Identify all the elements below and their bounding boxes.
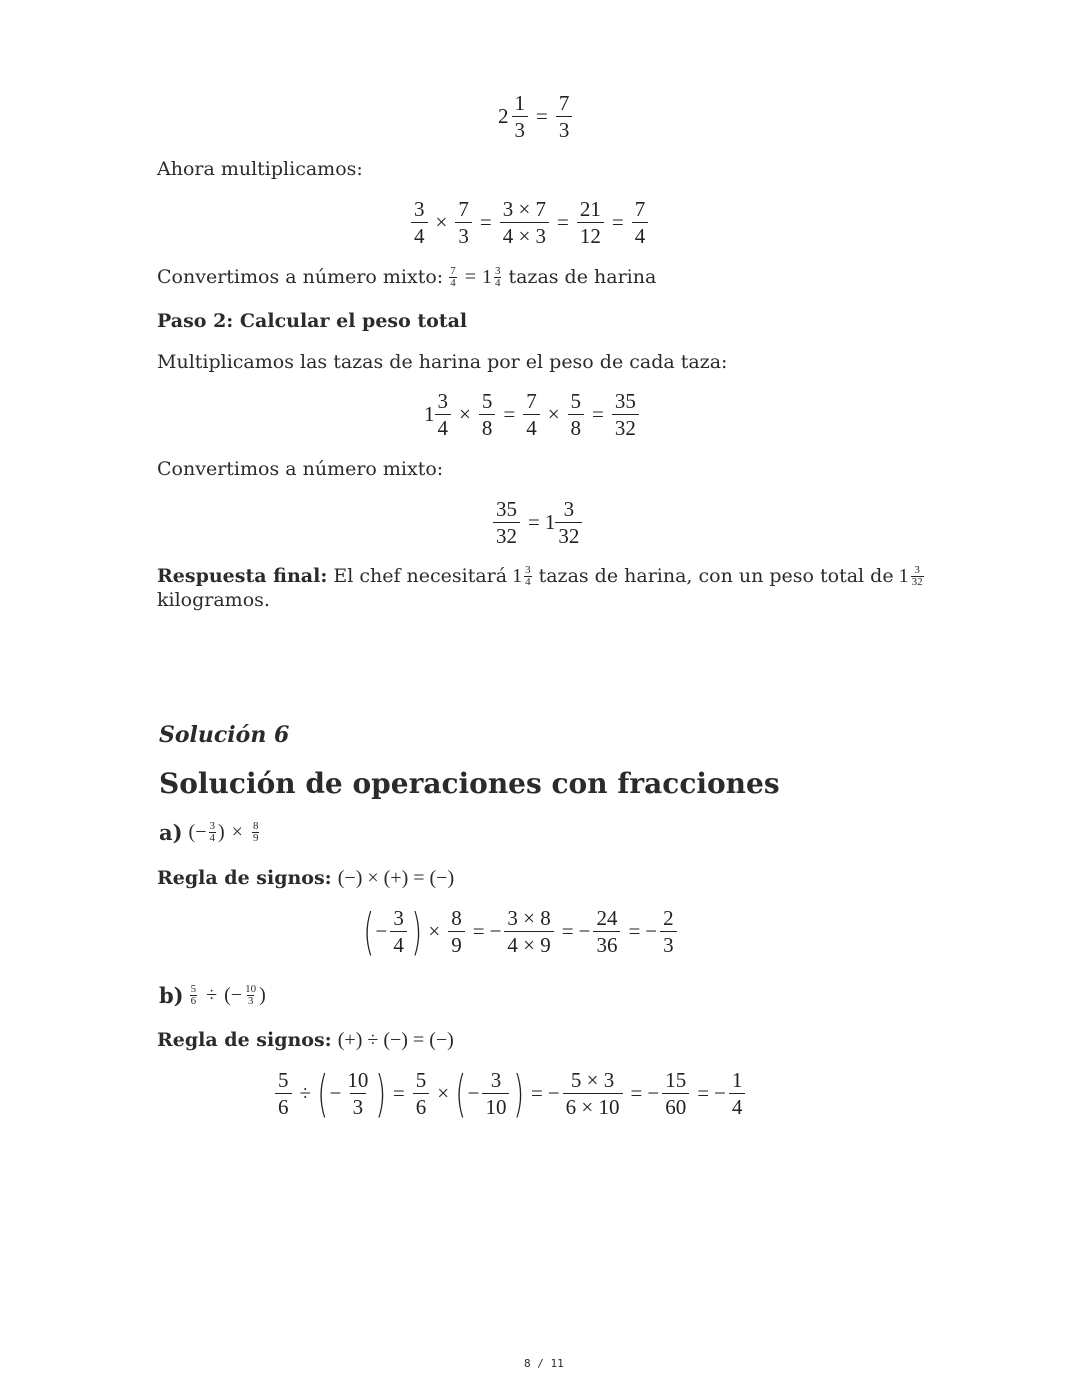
numerator: 3 [490, 1068, 502, 1092]
fraction [612, 388, 639, 441]
answer-text-end: kilogramos. [157, 589, 270, 611]
paren: ) [375, 1064, 387, 1123]
numerator: 5 [570, 389, 582, 413]
fraction [662, 1067, 689, 1120]
fraction [455, 196, 472, 249]
answer-text: El chef necesitará [333, 565, 508, 587]
denominator: 32 [612, 414, 639, 441]
numerator: 2 [663, 906, 674, 930]
fraction [555, 496, 582, 549]
denominator: 4 [523, 414, 540, 441]
whole-number: 1 [512, 565, 523, 587]
paren: ) [513, 1064, 525, 1123]
fraction [275, 1067, 292, 1120]
fraction [512, 90, 529, 143]
numerator: 3 [494, 264, 501, 277]
paren: ) [259, 984, 266, 1006]
denominator: 4 × 9 [504, 931, 553, 958]
denominator: 8 [479, 414, 496, 441]
operator: × [428, 919, 441, 943]
fraction [568, 388, 585, 441]
numerator: 3 × 8 [507, 906, 551, 930]
section-heading: Solución de operaciones con fracciones [159, 767, 780, 800]
numerator: 3 [525, 563, 531, 576]
denominator: 4 [450, 276, 456, 289]
text-convert-1 [157, 265, 656, 289]
numerator: 3 [209, 820, 215, 832]
numerator: 10 [245, 983, 257, 995]
denominator: 4 [525, 575, 531, 588]
operator: × [437, 1081, 450, 1105]
paren: ( [317, 1064, 329, 1123]
paren: ( [363, 902, 375, 961]
denominator: 3 [455, 222, 472, 249]
operator: = [392, 1081, 405, 1105]
denominator: 4 [494, 276, 501, 289]
operator: ÷ [299, 1081, 312, 1105]
denominator: 3 [660, 931, 677, 958]
inline-fraction [190, 984, 198, 1007]
paren: ) [218, 821, 225, 843]
part-a [159, 820, 261, 845]
denominator: 9 [448, 931, 465, 958]
minus-sign: − [547, 1081, 560, 1105]
denominator: 4 × 3 [500, 222, 549, 249]
numerator: 1 [731, 1068, 743, 1092]
operator: = [479, 210, 492, 234]
rule-expression: (+) ÷ (−) = (−) [337, 1029, 454, 1051]
fraction [632, 196, 649, 249]
text-multiplicamos: Multiplicamos las tazas de harina por el peso de cada taza: [157, 351, 728, 373]
fraction [729, 1067, 746, 1120]
operator: = [630, 1081, 643, 1105]
numerator: 7 [450, 264, 456, 277]
text-ahora: Ahora multiplicamos: [157, 158, 363, 180]
fraction [479, 388, 496, 441]
inline-fraction [494, 266, 502, 289]
denominator: 4 [411, 222, 428, 249]
operator: = [536, 104, 548, 128]
operator: = [464, 266, 476, 288]
minus-sign: − [645, 919, 658, 943]
denominator: 4 [390, 931, 407, 958]
denominator: 9 [252, 832, 259, 844]
numerator: 35 [614, 389, 636, 413]
operator: = [503, 402, 516, 426]
paren: ) [411, 902, 422, 961]
numerator: 3 [563, 497, 575, 521]
paren: ( [224, 984, 231, 1006]
numerator: 10 [347, 1068, 369, 1092]
denominator: 12 [577, 222, 604, 249]
denominator: 3 [512, 116, 529, 143]
minus-sign: − [467, 1081, 480, 1105]
equation-part-b [272, 1064, 748, 1123]
inline-fraction [449, 266, 457, 289]
numerator: 7 [458, 197, 469, 221]
operator: = [528, 510, 540, 534]
fraction [344, 1067, 371, 1120]
sign-rule-a [157, 866, 454, 890]
part-label: b) [159, 983, 184, 1008]
inline-fraction [911, 565, 924, 588]
minus-sign: − [578, 919, 591, 943]
fraction [482, 1067, 509, 1120]
numerator: 35 [496, 497, 517, 521]
equation-multiply [408, 196, 651, 249]
numerator: 15 [665, 1068, 687, 1092]
minus-sign: − [329, 1081, 342, 1105]
inline-fraction [244, 984, 257, 1007]
inline-fraction [524, 565, 532, 588]
solution-label: Solución 6 [159, 722, 290, 748]
inline-fraction [252, 821, 260, 844]
operator: × [231, 821, 243, 843]
operator: = [592, 402, 604, 426]
whole-number: 1 [424, 402, 435, 426]
numerator: 3 [414, 197, 425, 221]
operator: = [611, 210, 624, 234]
operator: ÷ [206, 984, 218, 1006]
operator: = [472, 919, 485, 943]
operator: = [628, 919, 641, 943]
operator: = [557, 210, 569, 234]
numerator: 5 [415, 1068, 427, 1092]
paren: ( [188, 821, 196, 843]
minus-sign: − [375, 919, 388, 943]
numerator: 5 [190, 983, 197, 995]
operator: = [530, 1081, 543, 1105]
numerator: 7 [526, 389, 537, 413]
page-number: 8 / 11 [524, 1357, 564, 1370]
minus-sign: − [714, 1081, 726, 1105]
fraction [593, 905, 620, 958]
part-label: a) [159, 820, 183, 845]
fraction [577, 196, 604, 249]
minus-sign: − [647, 1081, 660, 1105]
numerator: 8 [451, 906, 462, 930]
numerator: 5 [481, 389, 493, 413]
denominator: 6 [190, 995, 197, 1007]
numerator: 3 × 7 [502, 197, 547, 221]
tail-text: tazas de harina [508, 266, 657, 288]
denominator: 4 [632, 222, 649, 249]
denominator: 3 [350, 1093, 367, 1120]
equation-mixed-to-improper [498, 90, 575, 143]
fraction [411, 196, 428, 249]
operator: = [561, 919, 574, 943]
denominator: 6 [413, 1093, 430, 1120]
fraction [493, 496, 520, 549]
denominator: 4 [209, 832, 215, 844]
fraction [504, 905, 553, 958]
denominator: 60 [662, 1093, 689, 1120]
operator: × [547, 402, 560, 426]
fraction [523, 388, 540, 441]
fraction [556, 90, 573, 143]
denominator: 6 × 10 [563, 1093, 623, 1120]
paso2-title: Paso 2: Calcular el peso total [157, 310, 468, 332]
rule-expression: (−) × (+) = (−) [337, 867, 455, 889]
whole-number: 1 [544, 510, 556, 534]
denominator: 10 [482, 1093, 509, 1120]
numerator: 7 [634, 197, 646, 221]
inline-fraction [209, 821, 217, 844]
final-answer [157, 563, 923, 612]
equation-part-a [362, 902, 680, 961]
numerator: 1 [514, 91, 525, 115]
denominator: 8 [568, 414, 585, 441]
paren: ( [455, 1064, 467, 1123]
whole-number: 1 [898, 565, 909, 587]
numerator: 8 [252, 820, 259, 832]
numerator: 3 [393, 906, 404, 930]
denominator: 32 [555, 522, 582, 549]
denominator: 3 [247, 995, 254, 1007]
numerator: 7 [558, 91, 570, 115]
whole-number: 1 [481, 266, 492, 288]
numerator: 21 [579, 197, 601, 221]
text-convert-2: Convertimos a número mixto: [157, 458, 444, 480]
numerator: 24 [596, 906, 618, 930]
fraction [413, 1067, 430, 1120]
fraction [660, 905, 677, 958]
whole-number: 2 [498, 104, 509, 128]
part-b [159, 983, 266, 1008]
label: Convertimos a número mixto: [157, 266, 444, 288]
numerator: 3 [437, 389, 448, 413]
denominator: 3 [556, 116, 573, 143]
minus-sign: − [195, 821, 207, 843]
denominator: 32 [493, 522, 520, 549]
rule-label: Regla de signos: [157, 867, 332, 889]
answer-label: Respuesta final: [157, 565, 328, 587]
fraction [435, 388, 452, 441]
operator: × [459, 402, 471, 426]
numerator: 5 [278, 1068, 289, 1092]
equation-mixed-result [490, 496, 585, 549]
fraction [448, 905, 465, 958]
operator: × [435, 210, 448, 234]
numerator: 5 × 3 [570, 1068, 615, 1092]
fraction [390, 905, 407, 958]
numerator: 3 [914, 563, 920, 576]
denominator: 32 [911, 575, 923, 588]
denominator: 6 [275, 1093, 292, 1120]
sign-rule-b [157, 1028, 454, 1052]
denominator: 4 [435, 414, 452, 441]
operator: = [697, 1081, 710, 1105]
denominator: 4 [729, 1093, 746, 1120]
minus-sign: − [230, 984, 243, 1006]
rule-label: Regla de signos: [157, 1029, 332, 1051]
answer-text: tazas de harina, con un peso total de [538, 565, 894, 587]
denominator: 36 [593, 931, 620, 958]
fraction [563, 1067, 623, 1120]
minus-sign: − [489, 919, 502, 943]
equation-weight [424, 388, 642, 441]
fraction [500, 196, 549, 249]
